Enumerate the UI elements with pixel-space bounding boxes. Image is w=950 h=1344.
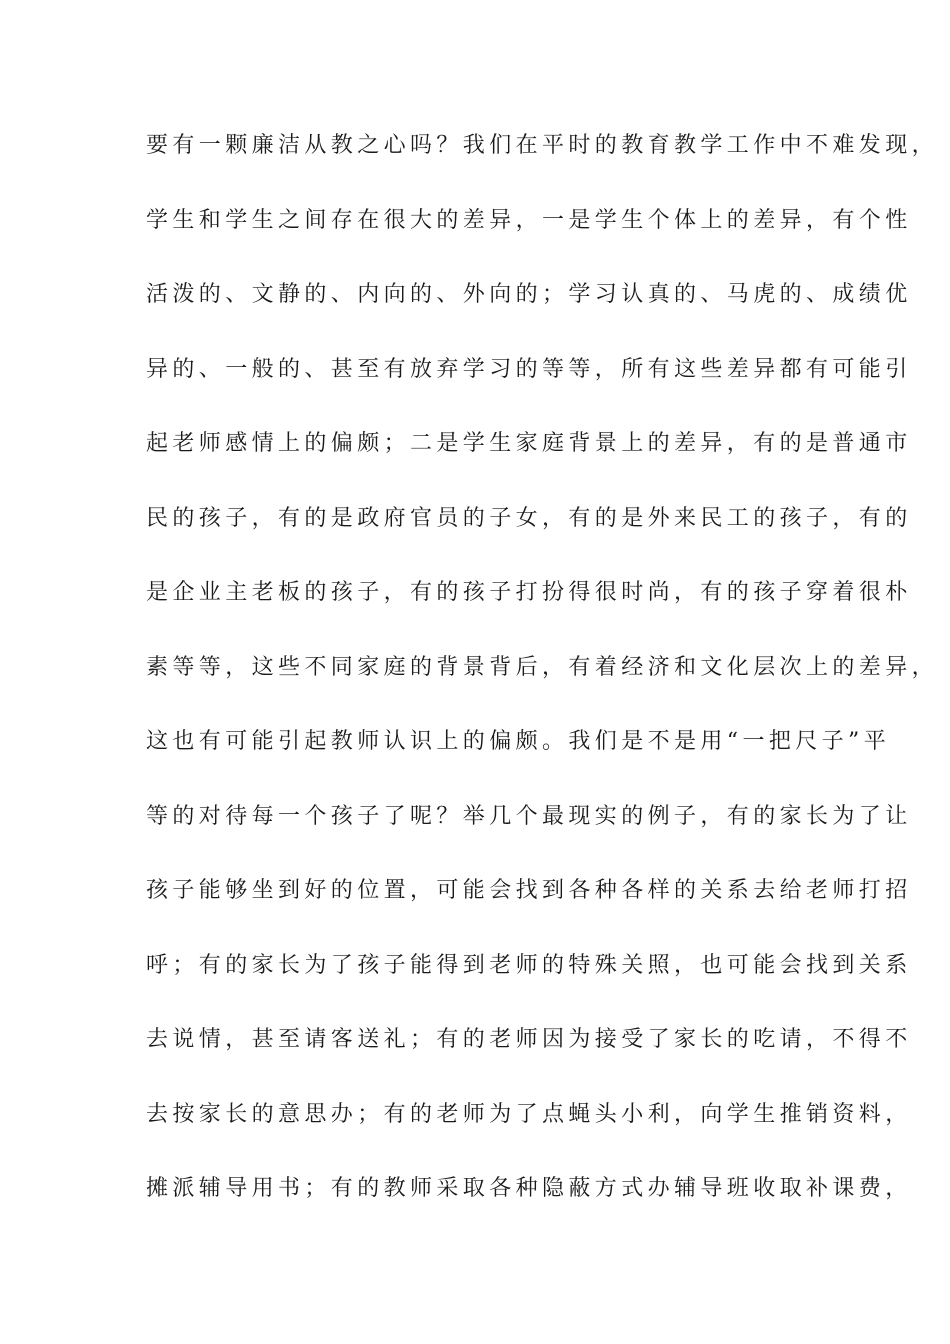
text-line: 活泼的、文静的、内向的、外向的；学习认真的、马虎的、成绩优 xyxy=(146,282,912,307)
text-line: 呼；有的家长为了孩子能得到老师的特殊关照，也可能会找到关系 xyxy=(146,952,912,978)
text-line: 异的、一般的、甚至有放弃学习的等等，所有这些差异都有可能引 xyxy=(146,356,912,382)
text-line: 素等等，这些不同家庭的背景背后，有着经济和文化层次上的差异， xyxy=(146,654,939,680)
text-line: 这也有可能引起教师认识上的偏颇。我们是不是用“一把尺子”平 xyxy=(146,729,891,754)
text-line: 要有一颗廉洁从教之心吗？我们在平时的教育教学工作中不难发现， xyxy=(146,133,939,158)
text-line: 去按家长的意思办；有的老师为了点蝇头小利，向学生推销资料， xyxy=(146,1101,912,1127)
text-line: 摊派辅导用书；有的教师采取各种隐蔽方式办辅导班收取补课费， xyxy=(146,1176,912,1201)
text-line: 等的对待每一个孩子了呢？举几个最现实的例子，有的家长为了让 xyxy=(146,803,912,829)
text-line: 学生和学生之间存在很大的差异，一是学生个体上的差异，有个性 xyxy=(146,207,912,233)
text-line: 民的孩子，有的是政府官员的子女，有的是外来民工的孩子，有的 xyxy=(146,505,912,531)
text-line: 去说情，甚至请客送礼；有的老师因为接受了家长的吃请，不得不 xyxy=(146,1027,912,1052)
text-line: 孩子能够坐到好的位置，可能会找到各种各样的关系去给老师打招 xyxy=(146,878,912,903)
body-text xyxy=(146,131,939,1249)
text-line: 是企业主老板的孩子，有的孩子打扮得很时尚，有的孩子穿着很朴 xyxy=(146,580,912,605)
text-line: 起老师感情上的偏颇；二是学生家庭背景上的差异，有的是普通市 xyxy=(146,431,912,456)
